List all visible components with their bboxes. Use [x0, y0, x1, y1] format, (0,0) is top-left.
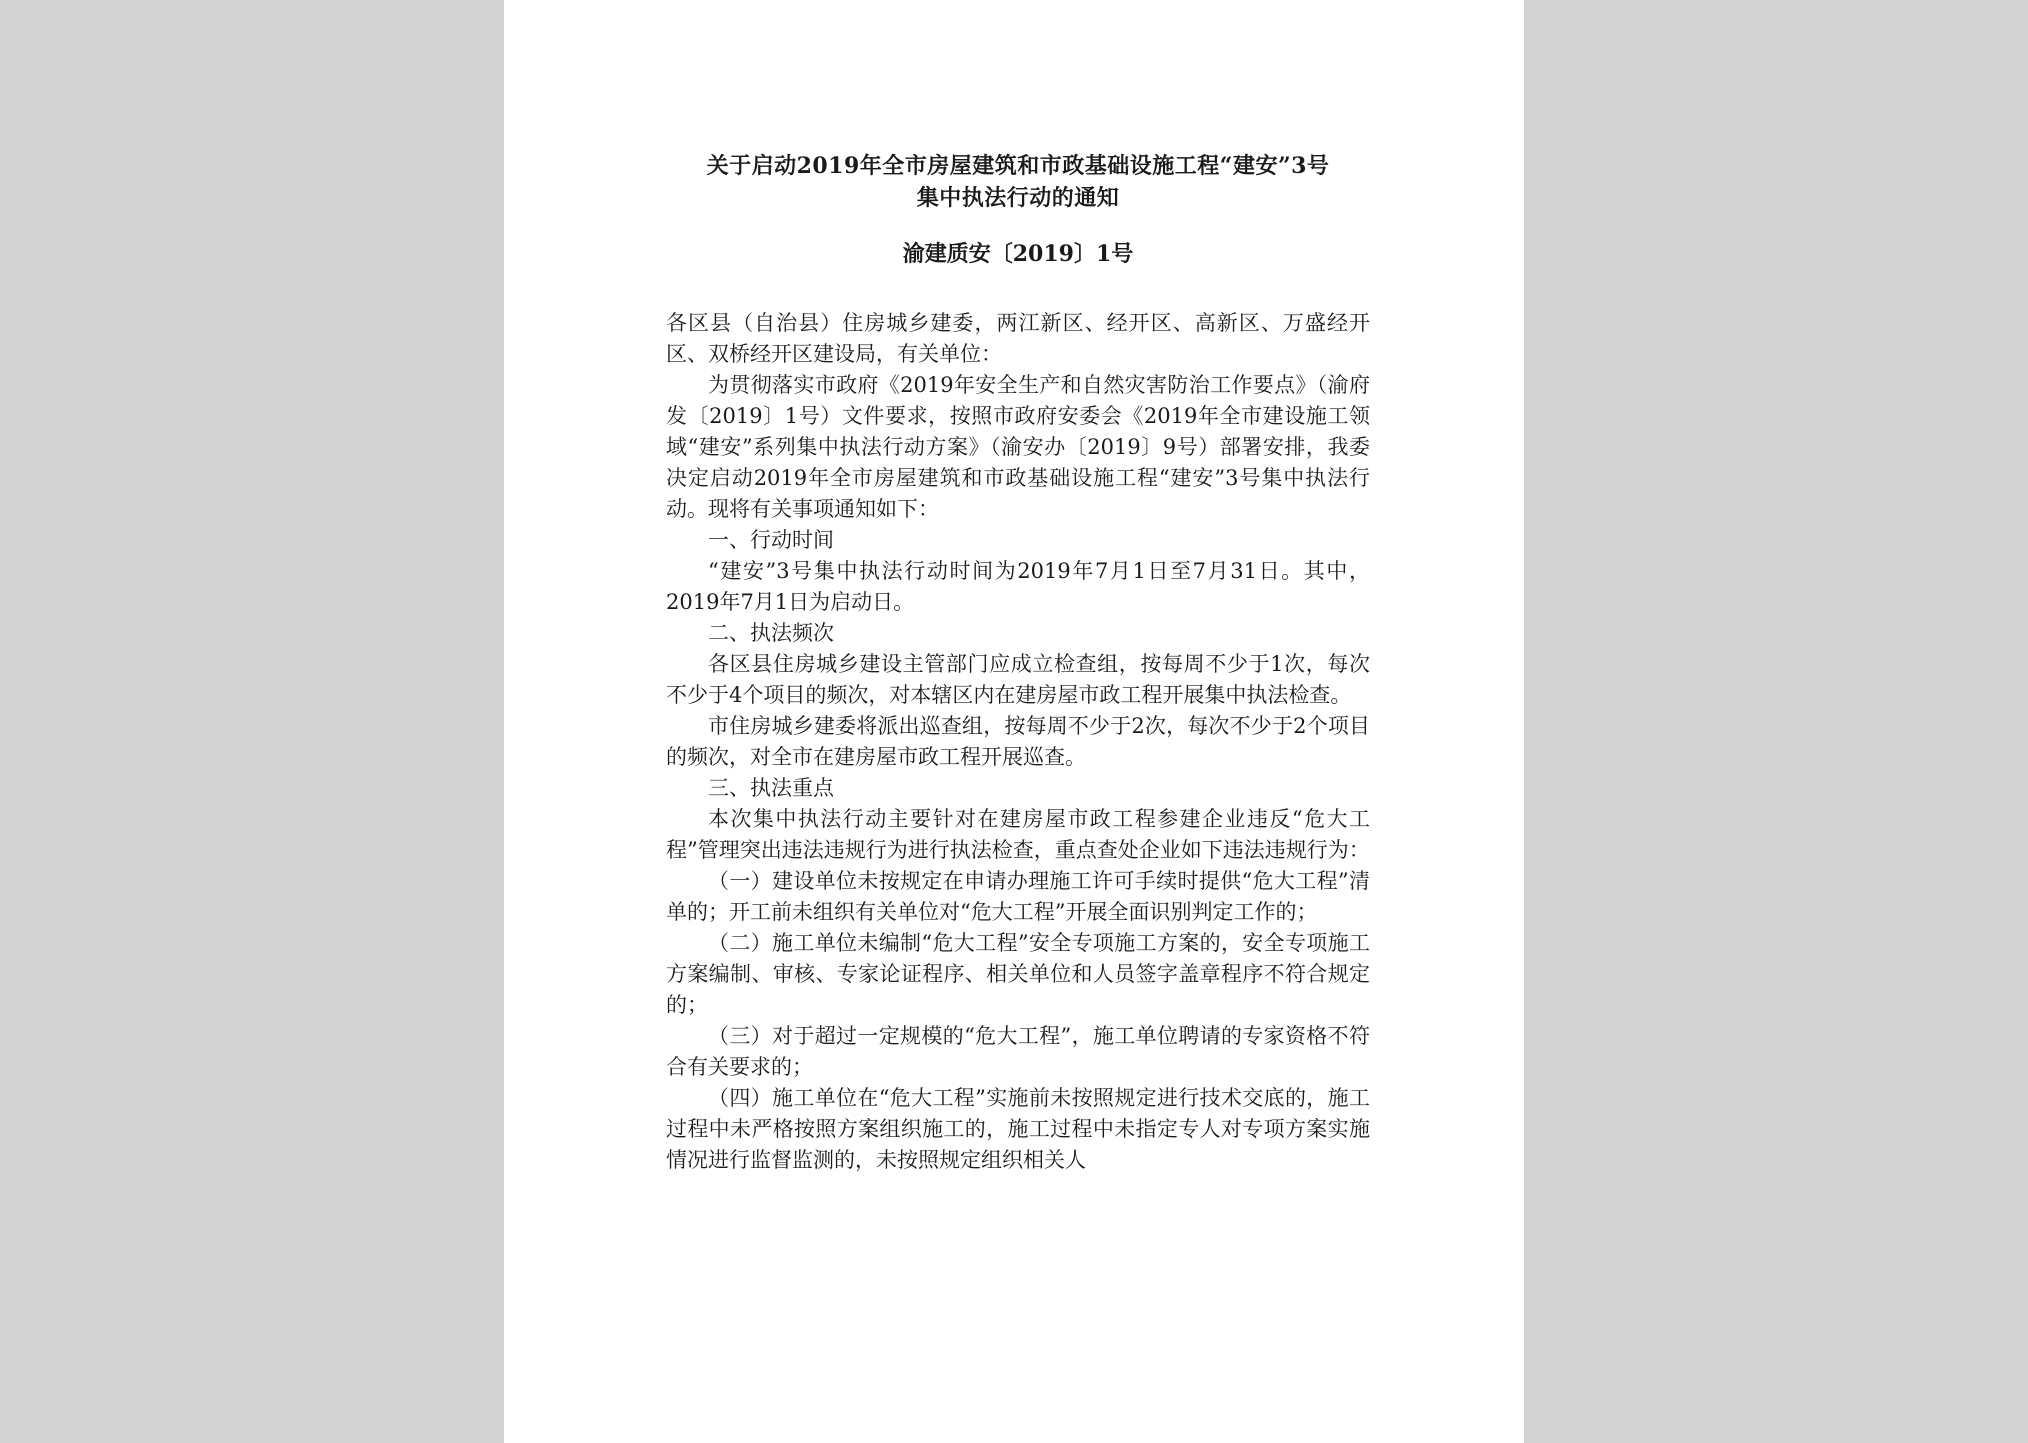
- section2-body1: 各区县住房城乡建设主管部门应成立检查组，按每周不少于1次，每次不少于4个项目的频次，对本辖区内在建房屋市政工程开展集中执法检查。: [666, 652, 1370, 707]
- document-title-line1: 关于启动2019年全市房屋建筑和市政基础设施工程“建安”3号: [706, 153, 1330, 179]
- document-title-line2: 集中执法行动的通知: [916, 185, 1120, 211]
- addressee-paragraph: 各区县（自治县）住房城乡建委，两江新区、经开区、高新区、万盛经开区、双桥经开区建设局，有关单位：: [666, 311, 1370, 366]
- section1-heading: 一、行动时间: [708, 528, 834, 552]
- section3-heading: 三、执法重点: [708, 776, 834, 800]
- list-item-1: （一）建设单位未按规定在申请办理施工许可手续时提供“危大工程”清单的；开工前未组织有关单位对“危大工程”开展全面识别判定工作的；: [666, 869, 1370, 924]
- list-item-4: （四）施工单位在“危大工程”实施前未按照规定进行技术交底的，施工过程中未严格按照方案组织施工的，施工过程中未指定专人对专项方案实施情况进行监督监测的，未按照规定组织相关人: [666, 1086, 1370, 1172]
- section1-body: “建安”3号集中执法行动时间为2019年7月1日至7月31日。其中，2019年7月1日为启动日。: [666, 559, 1370, 614]
- section2-body2: 市住房城乡建委将派出巡查组，按每周不少于2次，每次不少于2个项目的频次，对全市在建房屋市政工程开展巡查。: [666, 714, 1370, 769]
- document-number: 渝建质安〔2019〕1号: [902, 241, 1134, 267]
- intro-paragraph: 为贯彻落实市政府《2019年安全生产和自然灾害防治工作要点》（渝府发〔2019〕1号）文件要求，按照市政府安委会《2019年全市建设施工领域“建安”系列集中执法行动方案》（渝安办〔2019〕9号）部署安排，我委决定启动2019年全市房屋建筑和市政基础设施工程“建安”3号集中执法行动。现将有关事项通知如下：: [666, 373, 1370, 521]
- document-page: [504, 0, 1524, 1443]
- section2-heading: 二、执法频次: [708, 621, 834, 645]
- list-item-3: （三）对于超过一定规模的“危大工程”，施工单位聘请的专家资格不符合有关要求的；: [666, 1024, 1370, 1079]
- list-item-2: （二）施工单位未编制“危大工程”安全专项施工方案的，安全专项施工方案编制、审核、专家论证程序、相关单位和人员签字盖章程序不符合规定的；: [666, 931, 1370, 1017]
- document-content: [666, 150, 1370, 1176]
- section3-body: 本次集中执法行动主要针对在建房屋市政工程参建企业违反“危大工程”管理突出违法违规行为进行执法检查，重点查处企业如下违法违规行为：: [666, 807, 1370, 862]
